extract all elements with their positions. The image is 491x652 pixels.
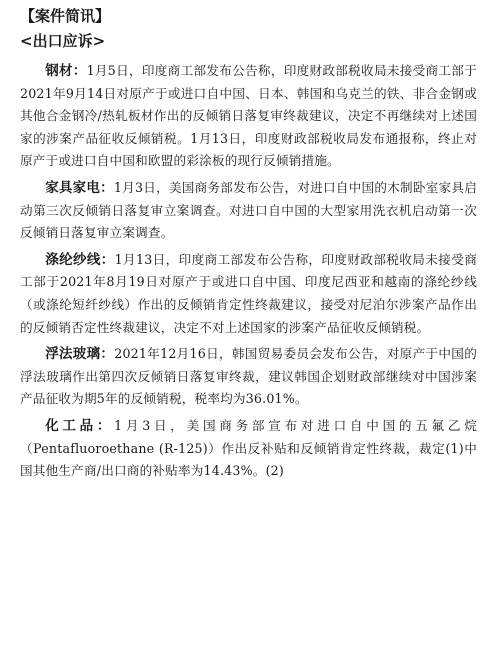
paragraph-lead-furniture-appliances: 家具家电：: [45, 179, 114, 196]
paragraph-polyester-yarn: [20, 249, 477, 339]
paragraph-body-furniture-appliances: 1月3日，美国商务部发布公告，对进口自中国的木制卧室家具启动第三次反倾销日落复审立案调查。对进口自中国的大型家用洗衣机启动第一次反倾销日落复审立案调查。: [20, 179, 478, 241]
paragraph-lead-polyester-yarn: 涤纶纱线：: [45, 251, 115, 268]
paragraph-body-float-glass: 2021年12月16日，韩国贸易委员会发布公告，对原产于中国的浮法玻璃作出第四次反倾销日落复审终裁，建议韩国企划财政部继续对中国涉案产品征收为期5年的反倾销税，税率均为36.01%。: [20, 346, 477, 407]
paragraph-body-chemicals: 1月3日，美国商务部宣布对进口自中国的五氟乙烷（Pentafluoroethane (R-125)）作出反补贴和反倾销肯定性终裁，裁定(1)中国其他生产商/出口商的补贴率为14.43%。(2): [20, 417, 478, 479]
paragraph-lead-float-glass: 浮法玻璃：: [45, 346, 115, 363]
paragraph-furniture-appliances: [20, 177, 477, 245]
case-brief-header: 【案件简讯】: [20, 7, 111, 25]
paragraph-lead-chemicals: 化工品：: [45, 417, 115, 434]
paragraph-body-polyester-yarn: 1月13日，印度商工部发布公告称，印度财政部税收局未接受商工部于2021年8月19日对原产于或进口自中国、印度尼西亚和越南的涤纶纱线（或涤纶短纤纱线）作出的反倾销肯定性终裁建议，接受对尼泊尔涉案产品作出的反倾销否定性终裁建议，决定不对上述国家的涉案产品征收反倾销税。: [20, 251, 478, 335]
export-response-section-title: <出口应诉>: [20, 32, 106, 50]
paragraph-lead-steel: 钢材：: [45, 63, 87, 79]
paragraph-body-steel: 1月5日，印度商工部发布公告称，印度财政部税收局未接受商工部于2021年9月14日对原产于或进口自中国、日本、韩国和乌克兰的铁、非合金钢或其他合金钢冷/热轧板材作出的反倾销日落复审终裁建议，决定不再继续对上述国家的涉案产品征收反倾销税。1月13日，印度财政部税收局发布通报称，终止对原产于或进口自中国和欧盟的彩涂板的现行反倾销措施。: [20, 63, 477, 169]
paragraph-chemicals: [20, 415, 477, 483]
paragraph-float-glass: [20, 343, 477, 411]
paragraph-steel: [20, 60, 477, 173]
